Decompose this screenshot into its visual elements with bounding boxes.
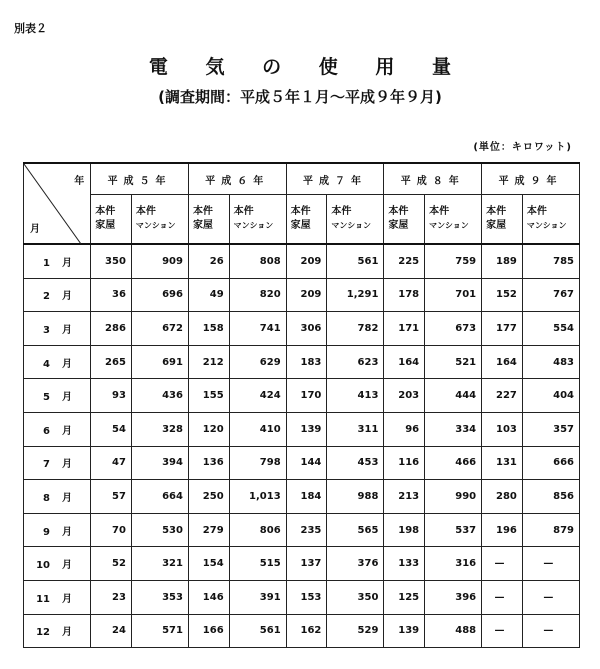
month-unit: 月: [62, 560, 72, 572]
table-row: [24, 379, 580, 413]
usage-value-cell: 213: [384, 480, 425, 514]
table-body: [24, 244, 580, 648]
usage-value-cell: 166: [188, 614, 229, 648]
usage-value-cell: 623: [327, 345, 384, 379]
usage-value-cell: 350: [91, 244, 132, 278]
usage-value-cell: 328: [131, 412, 188, 446]
usage-value-cell: 394: [131, 446, 188, 480]
usage-value-cell: 116: [384, 446, 425, 480]
usage-value-cell: 120: [188, 412, 229, 446]
table-row: [24, 513, 580, 547]
usage-value-cell: 820: [229, 278, 286, 312]
usage-value-cell: 453: [327, 446, 384, 480]
usage-value-cell: 1,013: [229, 480, 286, 514]
usage-value-cell: 666: [522, 446, 579, 480]
usage-value-cell: 357: [522, 412, 579, 446]
usage-value-cell: 561: [229, 614, 286, 648]
usage-value-cell: 49: [188, 278, 229, 312]
table-row: [24, 614, 580, 648]
table-row: [24, 312, 580, 346]
annex-label: 別表２: [14, 22, 47, 35]
usage-value-cell: 177: [482, 312, 523, 346]
col-mansion-header: 本件 マンション: [327, 195, 384, 245]
usage-value-cell: 990: [425, 480, 482, 514]
month-number: 11: [36, 593, 50, 605]
month-cell: [24, 513, 91, 547]
usage-value-cell: 158: [188, 312, 229, 346]
usage-value-cell: 154: [188, 547, 229, 581]
usage-value-cell: 561: [327, 244, 384, 278]
month-number: 12: [36, 627, 50, 639]
usage-value-cell: 23: [91, 580, 132, 614]
usage-value-cell: 782: [327, 312, 384, 346]
year-header: 平成９年: [482, 163, 580, 195]
usage-value-cell: 57: [91, 480, 132, 514]
usage-value-cell: 198: [384, 513, 425, 547]
usage-value-cell: 286: [91, 312, 132, 346]
year-header: 平成６年: [188, 163, 286, 195]
usage-value-cell: —: [522, 547, 579, 581]
usage-value-cell: 103: [482, 412, 523, 446]
usage-value-cell: 466: [425, 446, 482, 480]
month-unit: 月: [62, 392, 72, 404]
usage-value-cell: 235: [286, 513, 327, 547]
usage-value-cell: 311: [327, 412, 384, 446]
usage-value-cell: 24: [91, 614, 132, 648]
table-row: [24, 278, 580, 312]
table-row: [24, 345, 580, 379]
usage-value-cell: 164: [384, 345, 425, 379]
month-cell: [24, 379, 91, 413]
usage-value-cell: 988: [327, 480, 384, 514]
usage-value-cell: 152: [482, 278, 523, 312]
month-number: 2: [43, 291, 50, 303]
usage-value-cell: 26: [188, 244, 229, 278]
month-number: 6: [43, 425, 50, 437]
usage-value-cell: 144: [286, 446, 327, 480]
table-row: [24, 244, 580, 278]
month-number: 7: [43, 459, 50, 471]
usage-value-cell: 203: [384, 379, 425, 413]
usage-value-cell: —: [522, 580, 579, 614]
month-cell: [24, 412, 91, 446]
month-cell: [24, 312, 91, 346]
col-mansion-header: 本件 マンション: [425, 195, 482, 245]
usage-value-cell: 139: [286, 412, 327, 446]
month-number: 4: [43, 358, 50, 370]
usage-value-cell: 196: [482, 513, 523, 547]
usage-value-cell: 856: [522, 480, 579, 514]
survey-period: (調査期間：平成５年１月〜平成９年９月): [158, 88, 442, 106]
usage-value-cell: 178: [384, 278, 425, 312]
month-unit: 月: [62, 593, 72, 605]
usage-value-cell: 70: [91, 513, 132, 547]
usage-value-cell: 209: [286, 244, 327, 278]
month-unit: 月: [62, 425, 72, 437]
usage-value-cell: 279: [188, 513, 229, 547]
usage-value-cell: 131: [482, 446, 523, 480]
usage-value-cell: 767: [522, 278, 579, 312]
usage-value-cell: 125: [384, 580, 425, 614]
col-house-header: 本件 家屋: [286, 195, 327, 245]
usage-value-cell: 701: [425, 278, 482, 312]
usage-value-cell: 436: [131, 379, 188, 413]
table-row: [24, 446, 580, 480]
usage-value-cell: 488: [425, 614, 482, 648]
usage-value-cell: 164: [482, 345, 523, 379]
usage-value-cell: —: [482, 580, 523, 614]
usage-value-cell: 153: [286, 580, 327, 614]
month-number: 1: [43, 257, 50, 269]
usage-value-cell: 554: [522, 312, 579, 346]
usage-value-cell: 36: [91, 278, 132, 312]
table-row: [24, 547, 580, 581]
month-cell: [24, 580, 91, 614]
usage-value-cell: 673: [425, 312, 482, 346]
month-cell: [24, 244, 91, 278]
usage-value-cell: 413: [327, 379, 384, 413]
month-cell: [24, 345, 91, 379]
col-house-header: 本件 家屋: [482, 195, 523, 245]
usage-value-cell: 227: [482, 379, 523, 413]
month-unit: 月: [62, 492, 72, 504]
usage-value-cell: 321: [131, 547, 188, 581]
usage-value-cell: 136: [188, 446, 229, 480]
usage-value-cell: 1,291: [327, 278, 384, 312]
col-house-header: 本件 家屋: [188, 195, 229, 245]
usage-value-cell: 909: [131, 244, 188, 278]
usage-value-cell: 759: [425, 244, 482, 278]
title-char: の: [262, 56, 282, 78]
usage-value-cell: 306: [286, 312, 327, 346]
usage-value-cell: 404: [522, 379, 579, 413]
table-row: [24, 412, 580, 446]
usage-value-cell: 47: [91, 446, 132, 480]
year-header: 平成７年: [286, 163, 384, 195]
month-number: 5: [43, 392, 50, 404]
title-char: 気: [205, 56, 225, 78]
usage-value-cell: 139: [384, 614, 425, 648]
title-char: 量: [432, 56, 452, 78]
usage-value-cell: 798: [229, 446, 286, 480]
usage-table: [23, 162, 580, 648]
month-number: 9: [43, 526, 50, 538]
month-unit: 月: [62, 257, 72, 269]
usage-value-cell: 155: [188, 379, 229, 413]
usage-value-cell: 808: [229, 244, 286, 278]
usage-value-cell: 212: [188, 345, 229, 379]
usage-value-cell: 410: [229, 412, 286, 446]
col-mansion-header: 本件 マンション: [131, 195, 188, 245]
usage-value-cell: 170: [286, 379, 327, 413]
usage-value-cell: 741: [229, 312, 286, 346]
usage-value-cell: 162: [286, 614, 327, 648]
col-house-header: 本件 家屋: [91, 195, 132, 245]
month-unit: 月: [62, 324, 72, 336]
usage-value-cell: 189: [482, 244, 523, 278]
usage-value-cell: —: [482, 547, 523, 581]
usage-value-cell: 664: [131, 480, 188, 514]
usage-value-cell: 696: [131, 278, 188, 312]
month-number: 8: [43, 492, 50, 504]
month-unit: 月: [62, 526, 72, 538]
usage-value-cell: 521: [425, 345, 482, 379]
year-header: 平成８年: [384, 163, 482, 195]
usage-value-cell: 691: [131, 345, 188, 379]
usage-value-cell: 376: [327, 547, 384, 581]
month-unit: 月: [62, 459, 72, 471]
usage-value-cell: 316: [425, 547, 482, 581]
month-unit: 月: [62, 358, 72, 370]
month-cell: [24, 547, 91, 581]
month-cell: [24, 480, 91, 514]
usage-value-cell: 353: [131, 580, 188, 614]
table-row: [24, 480, 580, 514]
corner-year-label: 年: [74, 176, 85, 187]
corner-month-label: 月: [30, 224, 40, 235]
month-cell: [24, 278, 91, 312]
col-mansion-header: 本件 マンション: [522, 195, 579, 245]
col-house-header: 本件 家屋: [384, 195, 425, 245]
usage-value-cell: 350: [327, 580, 384, 614]
usage-value-cell: 183: [286, 345, 327, 379]
usage-value-cell: 52: [91, 547, 132, 581]
usage-value-cell: 785: [522, 244, 579, 278]
usage-value-cell: 571: [131, 614, 188, 648]
usage-value-cell: 171: [384, 312, 425, 346]
usage-value-cell: 396: [425, 580, 482, 614]
usage-value-cell: 146: [188, 580, 229, 614]
usage-value-cell: 515: [229, 547, 286, 581]
usage-value-cell: 225: [384, 244, 425, 278]
usage-value-cell: 250: [188, 480, 229, 514]
usage-value-cell: 529: [327, 614, 384, 648]
usage-value-cell: 672: [131, 312, 188, 346]
usage-value-cell: 483: [522, 345, 579, 379]
usage-value-cell: 265: [91, 345, 132, 379]
usage-value-cell: 537: [425, 513, 482, 547]
usage-value-cell: 209: [286, 278, 327, 312]
unit-note: (単位：キロワット): [473, 142, 572, 153]
table-header: [24, 163, 580, 244]
usage-value-cell: 424: [229, 379, 286, 413]
page-title: [0, 52, 600, 79]
usage-value-cell: 280: [482, 480, 523, 514]
usage-value-cell: —: [482, 614, 523, 648]
usage-value-cell: 444: [425, 379, 482, 413]
title-char: 用: [375, 56, 395, 78]
usage-value-cell: 391: [229, 580, 286, 614]
usage-value-cell: 137: [286, 547, 327, 581]
usage-value-cell: 879: [522, 513, 579, 547]
usage-value-cell: 806: [229, 513, 286, 547]
usage-value-cell: 565: [327, 513, 384, 547]
year-header: 平成５年: [91, 163, 189, 195]
month-cell: [24, 614, 91, 648]
usage-value-cell: 184: [286, 480, 327, 514]
usage-value-cell: 93: [91, 379, 132, 413]
month-unit: 月: [62, 291, 72, 303]
month-number: 3: [43, 324, 50, 336]
usage-value-cell: 334: [425, 412, 482, 446]
title-char: 電: [148, 56, 168, 78]
usage-value-cell: —: [522, 614, 579, 648]
table-row: [24, 580, 580, 614]
usage-value-cell: 629: [229, 345, 286, 379]
header-corner: [24, 163, 91, 244]
month-unit: 月: [62, 627, 72, 639]
col-mansion-header: 本件 マンション: [229, 195, 286, 245]
title-char: 使: [318, 56, 338, 78]
usage-value-cell: 530: [131, 513, 188, 547]
usage-value-cell: 96: [384, 412, 425, 446]
month-number: 10: [36, 560, 50, 572]
usage-value-cell: 54: [91, 412, 132, 446]
month-cell: [24, 446, 91, 480]
usage-value-cell: 133: [384, 547, 425, 581]
